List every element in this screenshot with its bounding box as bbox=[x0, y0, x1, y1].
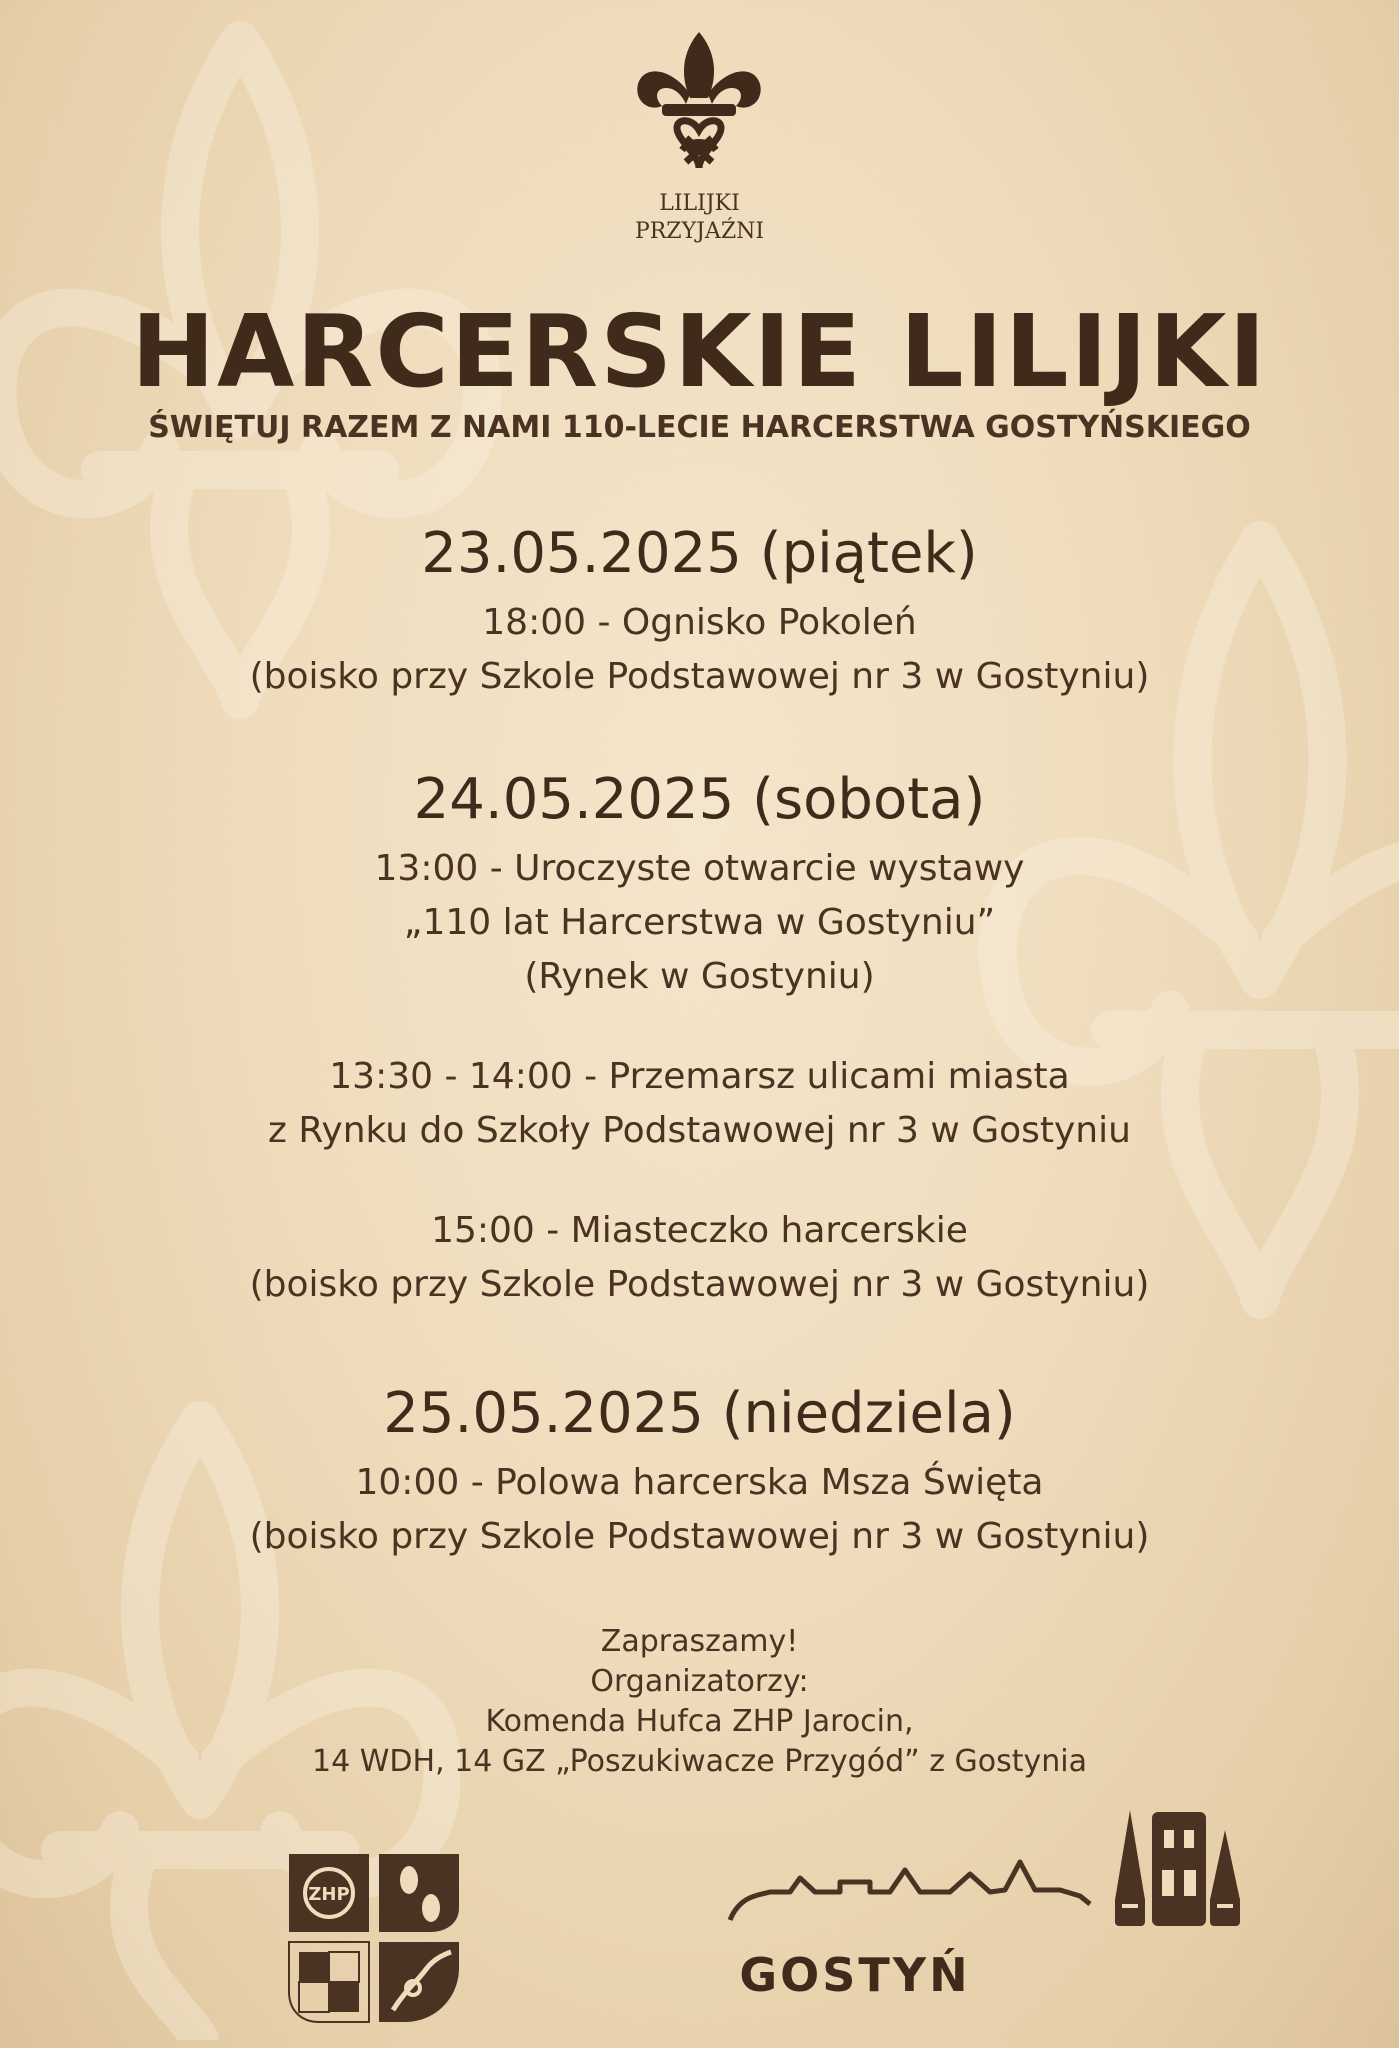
footer-organizers bbox=[0, 1622, 1399, 1782]
page-subtitle: ŚWIĘTUJ RAZEM Z NAMI 110-LECIE HARCERSTWA GOSTYŃSKIEGO bbox=[148, 410, 1251, 445]
event-line: 13:00 - Uroczyste otwarcie wystawy bbox=[374, 848, 1025, 889]
event-line: z Rynku do Szkoły Podstawowej nr 3 w Gostyniu bbox=[268, 1110, 1131, 1151]
organizer-line: 14 WDH, 14 GZ „Poszukiwacze Przygód” z Gostynia bbox=[312, 1744, 1087, 1779]
zhp-text: ZHP bbox=[308, 1884, 350, 1905]
day-date: 23.05.2025 (piątek) bbox=[421, 521, 978, 586]
day-block-2 bbox=[0, 766, 1399, 1004]
logo-caption bbox=[0, 190, 1399, 246]
gostyn-skyline-icon bbox=[720, 1800, 1240, 1940]
page-title: HARCERSKIE LILIJKI bbox=[131, 293, 1268, 410]
organizers-label: Organizatorzy: bbox=[590, 1664, 809, 1699]
event-block bbox=[0, 1050, 1399, 1158]
day-block-1 bbox=[0, 520, 1399, 704]
day-block-3 bbox=[0, 1380, 1399, 1564]
event-line: 10:00 - Polowa harcerska Msza Święta bbox=[355, 1462, 1044, 1503]
fleur-de-lis-knot-icon bbox=[632, 28, 767, 188]
event-line: 13:30 - 14:00 - Przemarsz ulicami miasta bbox=[329, 1056, 1070, 1097]
day-date: 24.05.2025 (sobota) bbox=[413, 767, 986, 832]
logo-line-1: LILIJKI bbox=[659, 191, 740, 216]
event-line: (Rynek w Gostyniu) bbox=[524, 956, 875, 997]
event-line: „110 lat Harcerstwa w Gostyniu” bbox=[403, 902, 996, 943]
event-line: (boisko przy Szkole Podstawowej nr 3 w Gostyniu) bbox=[249, 1516, 1150, 1557]
logo-line-2: PRZYJAŹNI bbox=[634, 219, 765, 244]
city-name: GOSTYŃ bbox=[739, 1948, 971, 2002]
event-line: 18:00 - Ognisko Pokoleń bbox=[482, 602, 917, 643]
organizer-line: Komenda Hufca ZHP Jarocin, bbox=[485, 1704, 914, 1739]
day-date: 25.05.2025 (niedziela) bbox=[383, 1381, 1016, 1446]
event-line: (boisko przy Szkole Podstawowej nr 3 w Gostyniu) bbox=[249, 656, 1150, 697]
event-block bbox=[0, 1204, 1399, 1312]
invite-text: Zapraszamy! bbox=[600, 1624, 799, 1659]
event-line: 15:00 - Miasteczko harcerskie bbox=[431, 1210, 968, 1251]
event-line: (boisko przy Szkole Podstawowej nr 3 w Gostyniu) bbox=[249, 1264, 1150, 1305]
scout-quadrant-badge-icon bbox=[285, 1848, 465, 2028]
